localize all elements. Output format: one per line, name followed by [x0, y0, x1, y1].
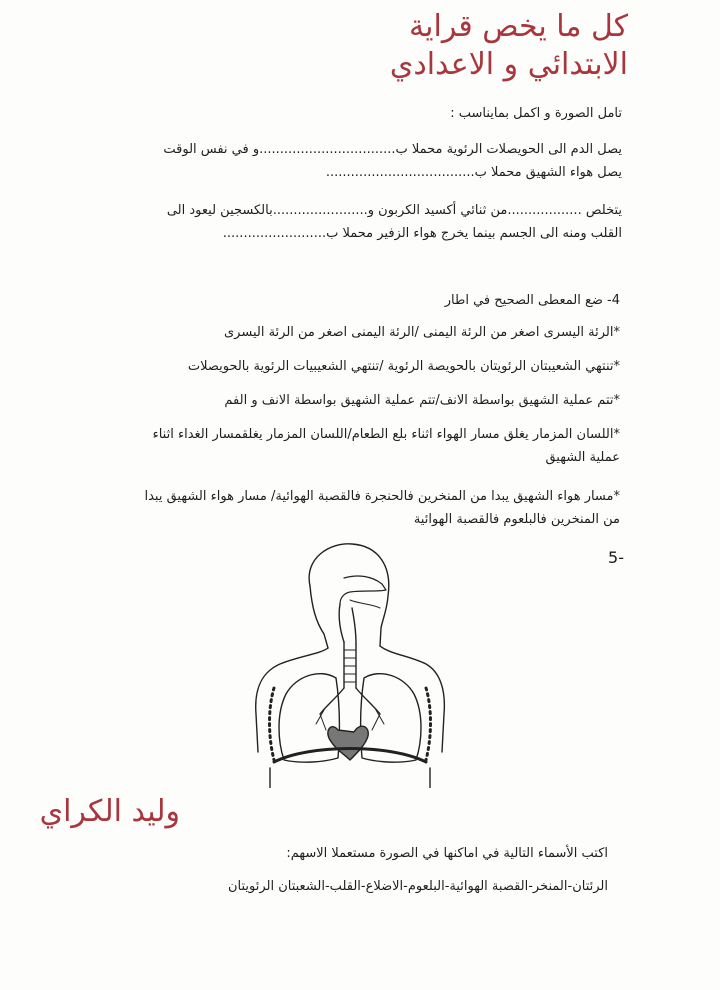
- exercise4-item-2: *تنتهي الشعيبتان الرئويتان بالحويصة الرئوية /تنتهي الشعيبيات الرئوية بالحويصلات: [187, 359, 620, 374]
- body-outline: [256, 648, 328, 752]
- exercise5-instruction: اكتب الأسماء التالية في اماكنها في الصورة مستعملا الاسهم:: [286, 846, 608, 861]
- exercise3-line-1: يصل الدم الى الحويصلات الرئوية محملا ب.................................و في نفس الوقت: [163, 142, 622, 157]
- exercise4-item-4: *اللسان المزمار يغلق مسار الهواء اثناء بلع الطعام/اللسان المزمار يغلقمسار الغداء اثناء: [152, 427, 620, 442]
- exercise4-title: 4- ضع المعطى الصحيح في اطار: [444, 293, 620, 308]
- exercise4-item-1: *الرئة اليسرى اصغر من الرئة اليمنى /الرئة اليمنى اصغر من الرئة اليسرى: [224, 325, 620, 340]
- exercise4-item-4-cont: عملية الشهيق: [545, 450, 620, 465]
- exercise4-item-3: *تتم عملية الشهيق بواسطة الانف/تتم عملية الشهيق بواسطة الانف و الفم: [224, 393, 620, 408]
- exercise5-number: 5-: [608, 548, 624, 567]
- nasal-cavity: [340, 576, 386, 604]
- exercise5-terms: الرئتان-المنخر-القصبة الهوائية-البلعوم-الاضلاع-القلب-الشعبتان الرئويتان: [227, 879, 608, 894]
- header-line-2: الابتدائي و الاعدادي: [389, 47, 628, 82]
- exercise3-line-4: القلب ومنه الى الجسم بينما يخرج هواء الزفير محملا ب.........................: [222, 226, 622, 241]
- head-outline: [309, 544, 389, 646]
- bronchi: [320, 688, 380, 714]
- header-brand: [328, 8, 628, 84]
- exercise4-item-5: *مسار هواء الشهيق يبدا من المنخرين فالحنجرة فالقصبة الهوائية/ مسار هواء الشهيق يبدا: [144, 489, 620, 504]
- exercise3-instruction: تامل الصورة و اكمل بمايناسب :: [450, 106, 622, 121]
- author-name: وليد الكراي: [39, 794, 180, 829]
- trachea: [344, 642, 356, 688]
- respiratory-system-illustration: [240, 538, 455, 788]
- header-line-1: كل ما يخص قراية: [409, 9, 628, 44]
- exercise3-line-3: يتخلص ..................من ثنائي أكسيد الكربون و.......................بالكسجين ليعود الى: [166, 203, 622, 218]
- exercise4-item-5-cont: من المنخرين فالبلعوم فالقصبة الهوائية: [413, 512, 620, 527]
- exercise3-line-2: يصل هواء الشهيق محملا ب....................................: [325, 165, 622, 180]
